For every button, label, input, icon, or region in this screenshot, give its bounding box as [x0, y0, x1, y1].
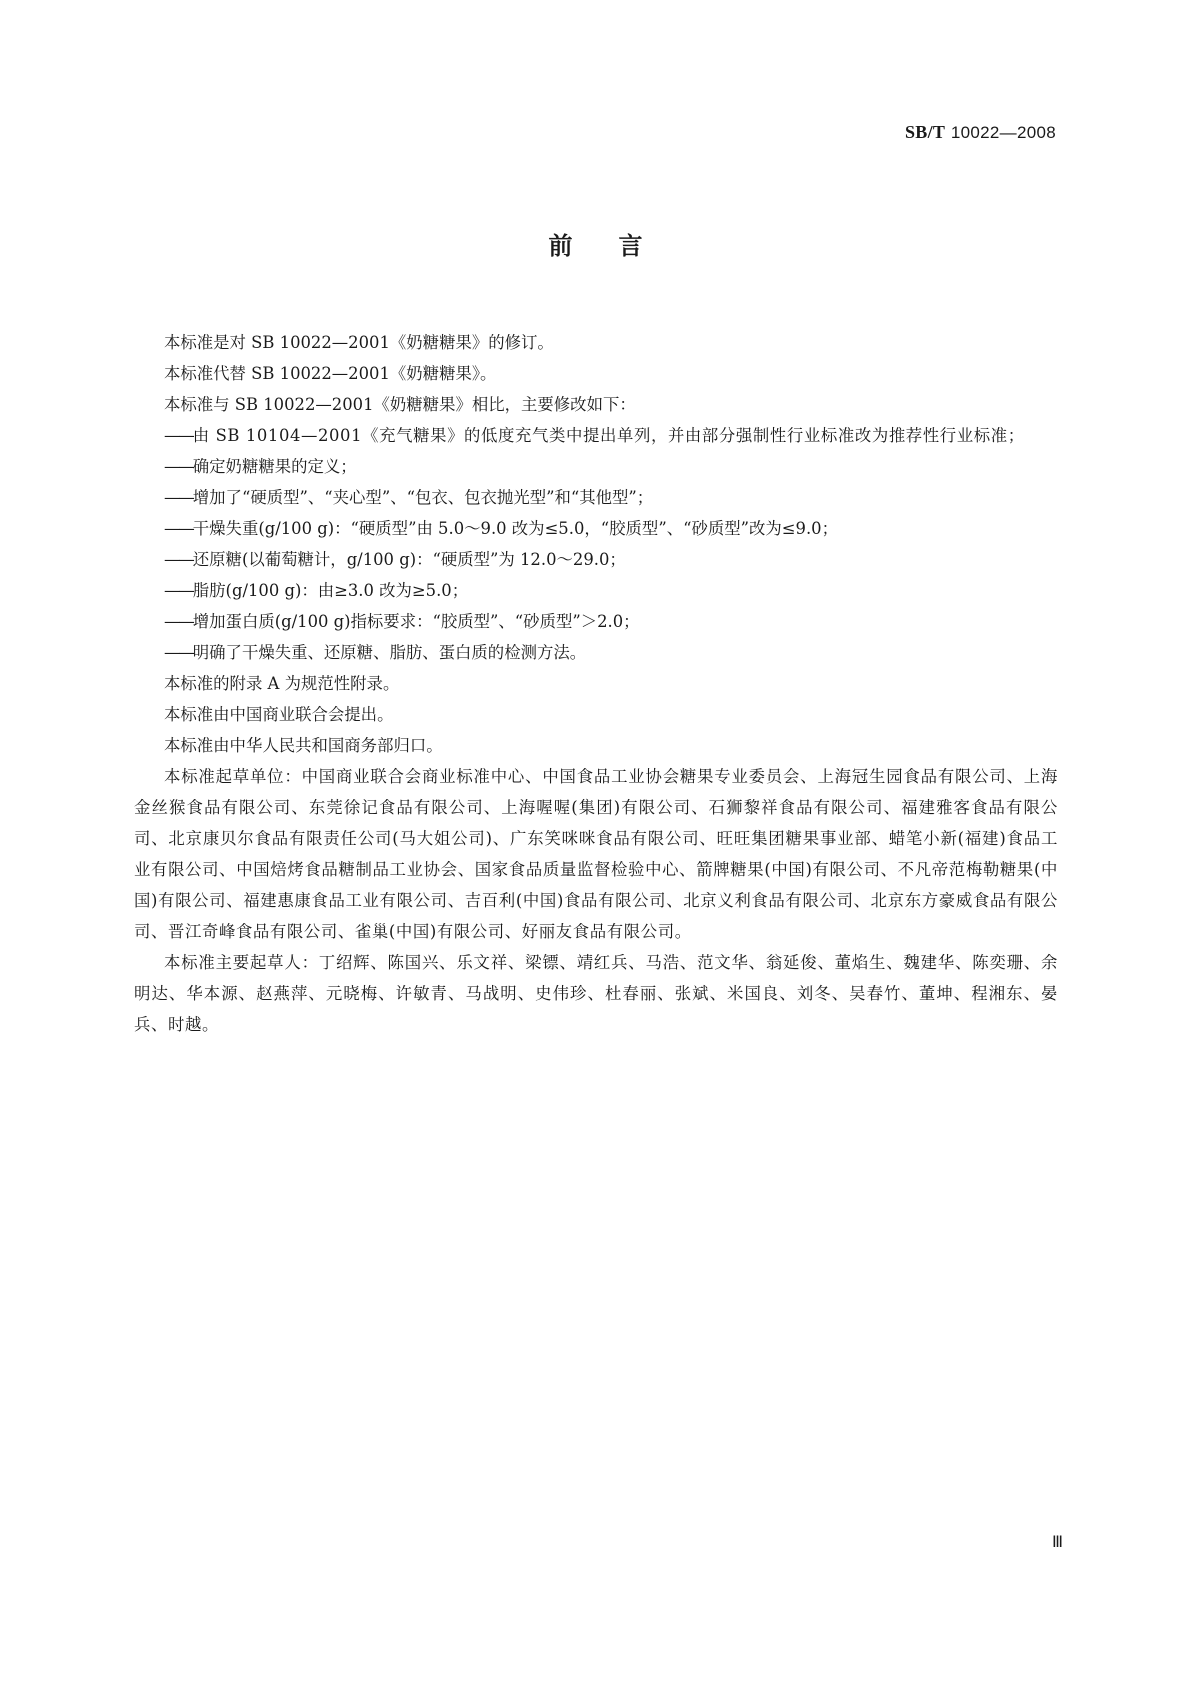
- change-item: [134, 575, 1058, 606]
- change-text: 明确了干燥失重、还原糖、脂肪、蛋白质的检测方法。: [192, 643, 587, 662]
- changes-list: [134, 420, 1058, 668]
- change-text: 由 SB 10104—2001《充气糖果》的低度充气类中提出单列，并由部分强制性行业标准改为推荐性行业标准；: [192, 426, 1025, 445]
- proposed-by-statement: 本标准由中国商业联合会提出。: [164, 705, 394, 724]
- dash-marker: ——: [164, 643, 193, 662]
- change-text: 脂肪(g/100 g)：由≥3.0 改为≥5.0；: [192, 581, 469, 600]
- change-item: [134, 513, 1058, 544]
- page-title: 前言: [548, 232, 689, 260]
- replaces-note: 本标准代替 SB 10022—2001《奶糖糖果》。: [164, 364, 497, 383]
- change-item: [134, 420, 1058, 451]
- dash-marker: ——: [164, 581, 193, 600]
- change-text: 确定奶糖糖果的定义；: [192, 457, 357, 476]
- changes-intro: 本标准与 SB 10022—2001《奶糖糖果》相比，主要修改如下：: [164, 395, 636, 414]
- change-item: [134, 637, 1058, 668]
- dash-marker: ——: [164, 550, 193, 569]
- change-text: 增加了“硬质型”、“夹心型”、“包衣、包衣抛光型”和“其他型”；: [192, 488, 654, 507]
- dash-marker: ——: [164, 457, 193, 476]
- drafting-units: 本标准起草单位：中国商业联合会商业标准中心、中国食品工业协会糖果专业委员会、上海冠生园食品有限公司、上海金丝猴食品有限公司、东莞徐记食品有限公司、上海喔喔(集团)有限公司、石狮黎祥食品有限公司、福建雅客食品有限公司、北京康贝尔食品有限责任公司(马大姐公司)、广东笑咪咪食品有限公司、旺旺集团糖果事业部、蜡笔小新(福建)食品工业有限公司、中国焙烤食品糖制品工业协会、国家食品质量监督检验中心、箭牌糖果(中国)有限公司、不凡帝范梅勒糖果(中国)有限公司、福建惠康食品工业有限公司、吉百利(中国)食品有限公司、北京义利食品有限公司、北京东方豪威食品有限公司、晋江奇峰食品有限公司、雀巢(中国)有限公司、好丽友食品有限公司。: [134, 767, 1058, 941]
- page-number: Ⅲ: [1051, 1534, 1063, 1551]
- standard-code: [905, 122, 1056, 143]
- change-item: [134, 544, 1058, 575]
- revision-note: 本标准是对 SB 10022—2001《奶糖糖果》的修订。: [164, 333, 554, 352]
- change-text: 干燥失重(g/100 g)：“硬质型”由 5.0～9.0 改为≤5.0，“胶质型”、“砂质型”改为≤9.0；: [192, 519, 838, 538]
- standard-prefix: SB/T: [904, 122, 946, 142]
- change-text: 还原糖(以葡萄糖计，g/100 g)：“硬质型”为 12.0～29.0；: [192, 550, 626, 569]
- appendix-statement: 本标准的附录 A 为规范性附录。: [164, 674, 400, 693]
- foreword-body: [134, 327, 1058, 1040]
- dash-marker: ——: [164, 612, 193, 631]
- main-drafters: 本标准主要起草人：丁绍辉、陈国兴、乐文祥、梁镖、靖红兵、马浩、范文华、翁延俊、董焰生、魏建华、陈奕珊、余明达、华本源、赵燕萍、元晓梅、许敏青、马战明、史伟珍、杜春丽、张斌、米国良、刘冬、吴春竹、董坤、程湘东、晏兵、时越。: [134, 953, 1058, 1034]
- dash-marker: ——: [164, 519, 193, 538]
- dash-marker: ——: [164, 488, 193, 507]
- dash-marker: ——: [164, 426, 193, 445]
- managed-by-statement: 本标准由中华人民共和国商务部归口。: [164, 736, 443, 755]
- change-item: [134, 482, 1058, 513]
- standard-number: 10022—2008: [950, 123, 1056, 142]
- change-text: 增加蛋白质(g/100 g)指标要求：“胶质型”、“砂质型”＞2.0；: [192, 612, 640, 631]
- change-item: [134, 451, 1058, 482]
- change-item: [134, 606, 1058, 637]
